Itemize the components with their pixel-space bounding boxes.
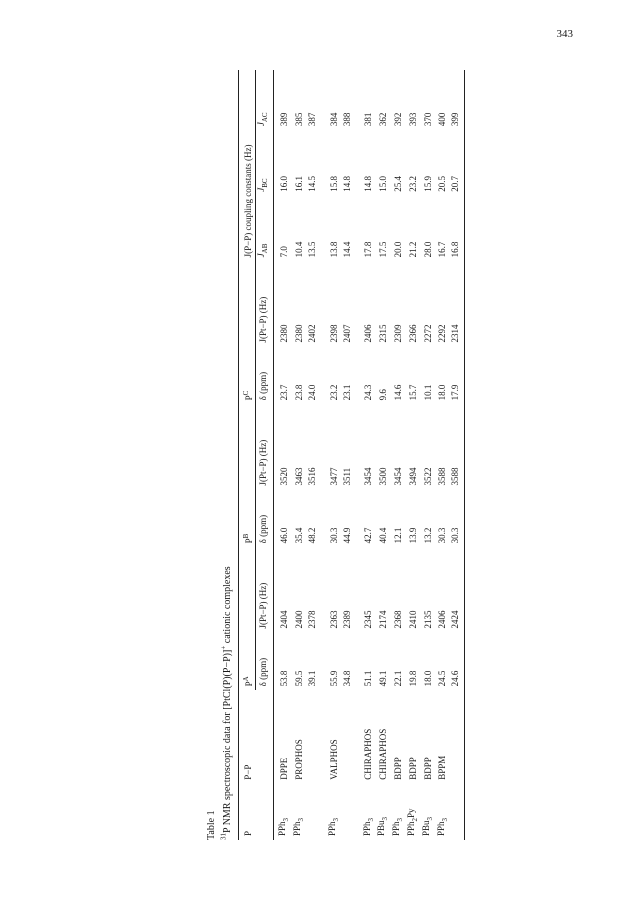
cell-jac: 385 — [293, 112, 304, 127]
header-jptp-b: J(Pt−P) (Hz) — [256, 404, 274, 489]
cell-p — [307, 784, 318, 840]
cell-pp: VALPHOS — [328, 739, 339, 780]
cell-da: 39.1 — [306, 670, 317, 687]
cell-dc: 15.7 — [407, 384, 418, 401]
cell-pp: BPPM — [437, 755, 448, 780]
cell-da: 22.1 — [393, 670, 403, 687]
cell-jbc: 14.8 — [363, 175, 374, 192]
cell-jab: 17.8 — [363, 241, 374, 258]
cell-jb: 3500 — [378, 467, 389, 486]
cell-jab: 14.4 — [341, 241, 352, 258]
cell-jc: 2272 — [422, 324, 433, 343]
cell-jab: 16.8 — [450, 196, 465, 262]
header-pa: $P^A$ — [239, 547, 256, 690]
cell-dc: 17.9 — [450, 347, 465, 405]
cell-jac: 400 — [437, 112, 448, 127]
cell-jb: 3477 — [328, 467, 339, 486]
cell-jab: 16.7 — [437, 241, 448, 258]
cell-jbc: 15.8 — [328, 175, 339, 192]
header-p: P — [239, 784, 256, 840]
cell-dc: 23.2 — [328, 384, 339, 401]
header-pp: P−P — [239, 690, 256, 783]
cell-da: 53.8 — [279, 670, 290, 687]
cell-da: 49.1 — [378, 670, 389, 687]
cell-dc: 24.3 — [363, 384, 374, 401]
cell-ja: 2404 — [279, 610, 290, 629]
cell-p — [342, 784, 353, 840]
cell-jac: 384 — [328, 112, 339, 127]
cell-jab: 28.0 — [422, 241, 433, 258]
cell-pp: CHIRAPHOS — [363, 728, 374, 780]
cell-jab: 13.8 — [328, 241, 339, 258]
cell-jbc: 20.7 — [450, 130, 465, 196]
cell-jc: 2292 — [437, 324, 448, 343]
header-jbc: $J_{BC}$ — [256, 130, 274, 196]
cell-p: PBu$_3$ — [420, 816, 434, 836]
table-row — [362, 70, 377, 840]
cell-jac: 381 — [363, 112, 374, 127]
cell-da: 55.9 — [328, 670, 339, 687]
table-label: Table 1 — [206, 810, 217, 840]
cell-p: PPh$_3$ — [391, 817, 404, 836]
table-row — [292, 70, 307, 840]
cell-jc: 2366 — [407, 324, 418, 343]
cell-da: 24.6 — [450, 633, 465, 691]
cell-ja: 2424 — [450, 547, 465, 632]
cell-jb: 3463 — [293, 467, 304, 486]
cell-ja: 2400 — [293, 610, 304, 629]
cell-jac: 370 — [422, 112, 433, 127]
cell-jc: 2309 — [393, 324, 403, 343]
cell-dc: 18.0 — [437, 384, 448, 401]
cell-pp: PROPHOS — [293, 739, 304, 780]
cell-jac: 387 — [306, 112, 317, 127]
cell-jb: 3454 — [363, 467, 374, 486]
cell-jc: 2380 — [293, 324, 304, 343]
header-pb: $P^B$ — [239, 404, 256, 547]
cell-db: 44.9 — [341, 527, 352, 544]
cell-ja: 2389 — [341, 610, 352, 629]
cell-pp: BDPP — [407, 757, 418, 780]
cell-db: 40.4 — [378, 527, 389, 544]
cell-jbc: 16.0 — [279, 175, 290, 192]
table-row — [406, 70, 421, 840]
cell-jab: 7.0 — [279, 246, 290, 258]
cell-jac: 392 — [393, 112, 403, 127]
cell-db: 12.1 — [393, 527, 403, 544]
cell-jb: 3494 — [407, 467, 418, 486]
cell-db: 30.3 — [328, 527, 339, 544]
header-row-columns — [256, 70, 274, 840]
header-row-groups — [239, 70, 256, 840]
cell-jab: 20.0 — [393, 241, 403, 258]
table-row — [391, 70, 406, 840]
cell-jac: 399 — [450, 70, 465, 130]
table-title: $^{31}$P NMR spectroscopic data for [PtCl(P)(P−P)]+ cationic complexes — [220, 566, 234, 840]
cell-dc: 23.1 — [341, 384, 352, 401]
cell-dc: 23.7 — [279, 384, 290, 401]
cell-jbc: 15.0 — [378, 175, 389, 192]
cell-dc: 10.1 — [422, 384, 433, 401]
cell-ja: 2410 — [407, 610, 418, 629]
cell-jbc: 15.9 — [422, 175, 433, 192]
header-jptp-c: J(Pt−P) (Hz) — [256, 261, 274, 346]
cell-db: 13.2 — [422, 527, 433, 544]
cell-jab: 17.5 — [378, 241, 389, 258]
cell-jbc: 16.1 — [293, 175, 304, 192]
cell-jbc: 14.5 — [306, 175, 317, 192]
table-body — [274, 70, 465, 840]
cell-p: PBu$_3$ — [376, 816, 390, 836]
cell-dc: 24.0 — [306, 384, 317, 401]
cell-dc: 23.8 — [293, 384, 304, 401]
cell-p: PPh$_3$ — [326, 817, 340, 836]
cell-jb: 3454 — [393, 467, 403, 486]
cell-jac: 393 — [407, 112, 418, 127]
cell-jc: 2380 — [279, 324, 290, 343]
table-row — [436, 70, 451, 840]
cell-ja: 2363 — [328, 610, 339, 629]
cell-pp — [342, 690, 353, 783]
cell-db: 30.3 — [450, 490, 465, 548]
cell-pp: DPPE — [279, 757, 290, 780]
cell-dc: 9.6 — [378, 389, 389, 401]
table-row — [450, 70, 465, 840]
cell-pp: BDPP — [422, 757, 433, 780]
cell-db: 46.0 — [279, 527, 290, 544]
header-pc: $P^C$ — [239, 261, 256, 404]
cell-db: 48.2 — [306, 527, 317, 544]
header-jac: $J_{AC}$ — [256, 70, 274, 130]
table-row — [376, 70, 391, 840]
cell-dc: 14.6 — [393, 384, 403, 401]
cell-jb: 3511 — [341, 467, 352, 486]
cell-p: PPh$_3$ — [361, 817, 375, 836]
cell-jac: 388 — [341, 112, 352, 127]
table-row — [307, 70, 318, 840]
cell-da: 59.5 — [293, 670, 304, 687]
cell-jc: 2315 — [378, 324, 389, 343]
cell-da: 24.5 — [437, 670, 448, 687]
cell-da: 18.0 — [422, 670, 433, 687]
cell-p: PPh$_3$ — [291, 817, 305, 836]
table-row — [421, 70, 436, 840]
cell-jbc: 25.4 — [393, 175, 403, 192]
cell-jac: 389 — [279, 112, 290, 127]
cell-jc: 2398 — [328, 324, 339, 343]
cell-jb: 3520 — [279, 467, 290, 486]
nmr-data-table — [238, 70, 465, 840]
cell-jb: 3522 — [422, 467, 433, 486]
cell-jbc: 20.5 — [437, 175, 448, 192]
cell-db: 35.4 — [293, 527, 304, 544]
cell-jbc: 14.8 — [341, 175, 352, 192]
header-delta-b: δ (ppm) — [256, 490, 274, 548]
cell-pp: CHIRAPHOS — [378, 728, 389, 780]
cell-jbc: 23.2 — [407, 175, 418, 192]
cell-jc: 2314 — [450, 261, 465, 346]
cell-jc: 2406 — [363, 324, 374, 343]
page-number: 343 — [556, 28, 573, 40]
cell-p — [450, 784, 465, 840]
cell-jc: 2407 — [341, 324, 352, 343]
cell-jab: 13.5 — [306, 241, 317, 258]
cell-da: 34.8 — [341, 670, 352, 687]
header-coupling: J(P−P) coupling constants (Hz) — [239, 70, 256, 261]
cell-pp — [307, 690, 318, 783]
header-jptp-a: J(Pt−P) (Hz) — [256, 547, 274, 632]
cell-jb: 3516 — [306, 467, 317, 486]
cell-da: 51.1 — [363, 670, 374, 687]
row-spacer — [318, 70, 327, 840]
cell-jab: 10.4 — [293, 241, 304, 258]
cell-db: 30.3 — [437, 527, 448, 544]
table-caption — [205, 60, 234, 840]
cell-jb: 3588 — [437, 467, 448, 486]
cell-ja: 2135 — [422, 610, 433, 629]
cell-pp: BDPP — [393, 757, 403, 780]
cell-ja: 2174 — [378, 610, 389, 629]
cell-ja: 2345 — [363, 610, 374, 629]
cell-jb: 3588 — [450, 404, 465, 489]
cell-p: PPh$_3$ — [435, 817, 449, 836]
table-row — [327, 70, 342, 840]
cell-db: 42.7 — [363, 527, 374, 544]
cell-ja: 2406 — [437, 610, 448, 629]
cell-p: PPh$_3$ — [277, 817, 290, 836]
table-row — [274, 70, 292, 840]
table-row — [342, 70, 353, 840]
cell-jac: 362 — [378, 112, 389, 127]
row-spacer — [353, 70, 362, 840]
cell-pp — [450, 690, 465, 783]
cell-da: 19.8 — [407, 670, 418, 687]
header-delta-c: δ (ppm) — [256, 347, 274, 405]
cell-db: 13.9 — [407, 527, 418, 544]
header-jab: $J_{AB}$ — [256, 196, 274, 262]
cell-p: PPh$_2$Py — [405, 808, 419, 836]
cell-ja: 2378 — [306, 610, 317, 629]
cell-ja: 2368 — [393, 610, 403, 629]
rotated-table-block — [205, 60, 461, 840]
cell-jab: 21.2 — [407, 241, 418, 258]
cell-jc: 2402 — [306, 324, 317, 343]
header-delta-a: δ (ppm) — [256, 633, 274, 691]
